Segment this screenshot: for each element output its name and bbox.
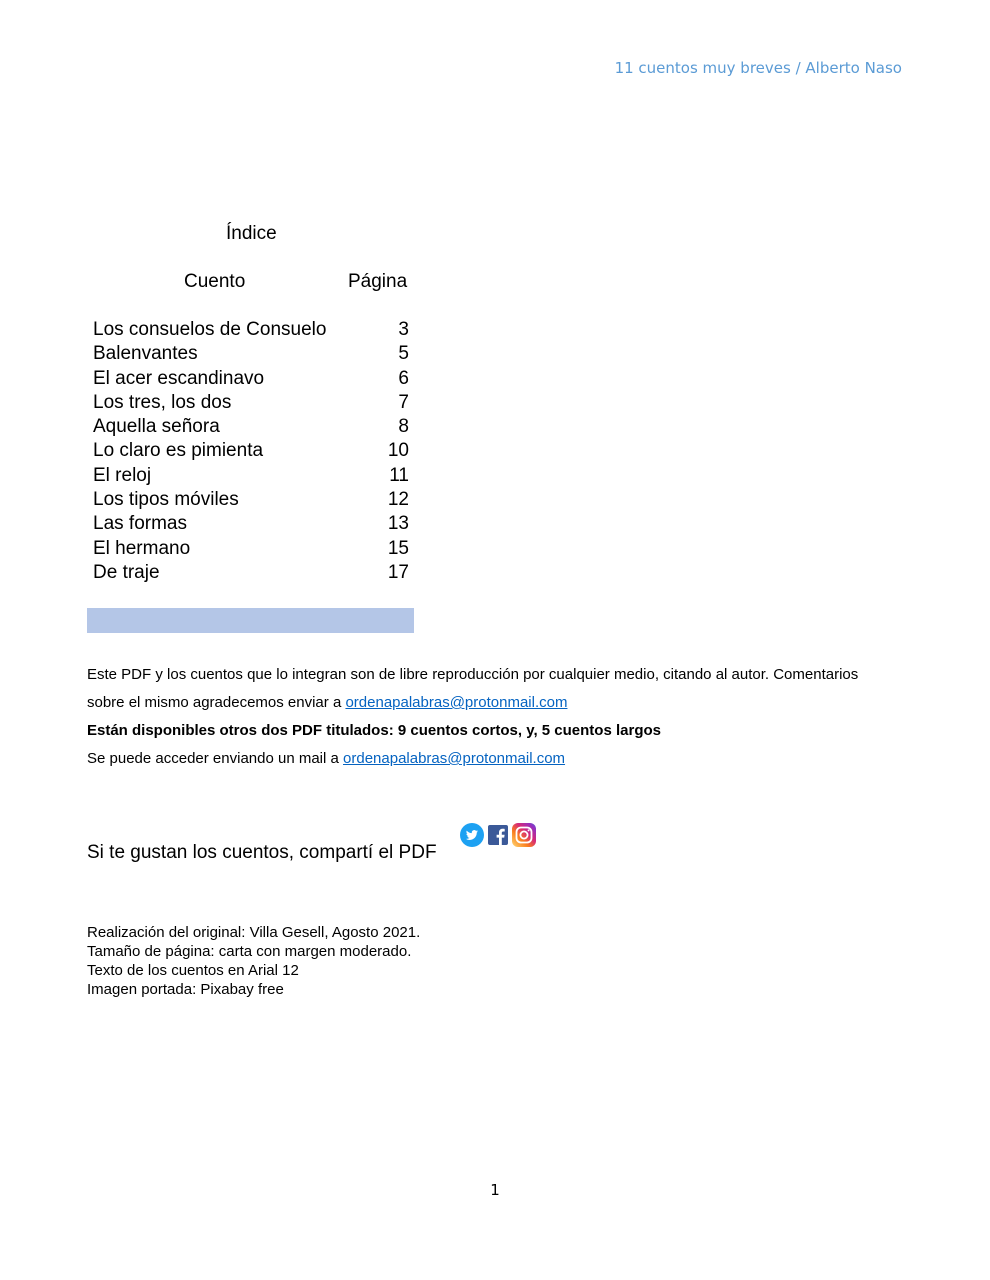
toc-entry (93, 512, 409, 536)
email-link-2[interactable]: ordenapalabras@protonmail.com (343, 750, 566, 767)
toc-entry (93, 439, 409, 463)
toc-entry (93, 318, 409, 342)
social-icons (460, 823, 536, 847)
toc-entry-page: 12 (387, 489, 409, 511)
table-of-contents (93, 318, 409, 585)
toc-entry-title: Aquella señora (93, 416, 220, 438)
info-paragraph-line-1: Este PDF y los cuentos que lo integran son de libre reproducción por cualquier medio, citando al autor. Comentarios (87, 666, 859, 683)
credits-line: Texto de los cuentos en Arial 12 (87, 962, 299, 979)
toc-entry-title: El acer escandinavo (93, 367, 265, 389)
toc-entry (93, 537, 409, 561)
toc-entry (93, 561, 409, 585)
credits-line: Imagen portada: Pixabay free (87, 981, 284, 998)
credits-block (87, 923, 420, 999)
toc-entry-title: Los consuelos de Consuelo (93, 319, 327, 340)
toc-entry-title: Los tipos móviles (93, 489, 239, 511)
document-header: 11 cuentos muy breves / Alberto Naso (614, 59, 902, 77)
info-paragraph-line-2 (87, 694, 567, 711)
toc-entry-title: Balenvantes (93, 343, 198, 365)
toc-entry-page: 10 (387, 440, 409, 462)
toc-entry-title: Los tres, los dos (93, 391, 232, 413)
index-title: Índice (226, 223, 277, 244)
info-paragraph-line-3: Están disponibles otros dos PDF titulados: 9 cuentos cortos, y, 5 cuentos largos (87, 722, 661, 739)
toc-entry-page: 17 (387, 561, 409, 583)
credits-line: Tamaño de página: carta con margen moderado. (87, 943, 412, 960)
column-header-page: Página (348, 271, 408, 292)
instagram-icon[interactable] (512, 823, 536, 847)
column-header-story: Cuento (184, 271, 246, 292)
info-paragraph-line-4 (87, 750, 565, 767)
twitter-icon[interactable] (460, 823, 484, 847)
toc-entry-title: De traje (93, 561, 160, 583)
toc-entry-page: 3 (398, 319, 409, 340)
toc-entry-page: 13 (387, 513, 409, 535)
page-number: 1 (490, 1181, 500, 1199)
toc-entry-title: El hermano (93, 537, 191, 559)
toc-entry (93, 464, 409, 488)
email-link[interactable]: ordenapalabras@protonmail.com (345, 694, 568, 711)
facebook-icon[interactable] (488, 825, 508, 845)
toc-entry (93, 391, 409, 415)
toc-entry-page: 15 (387, 537, 409, 559)
credits-line: Realización del original: Villa Gesell, Agosto 2021. (87, 924, 421, 941)
toc-entry-page: 7 (398, 391, 409, 413)
toc-entry (93, 415, 409, 439)
toc-entry-page: 11 (389, 464, 409, 486)
toc-entry-page: 6 (398, 367, 409, 389)
share-text: Si te gustan los cuentos, compartí el PDF (87, 842, 437, 863)
toc-entry-title: Lo claro es pimienta (93, 440, 264, 462)
toc-entry-title: El reloj (93, 464, 152, 486)
toc-entry (93, 342, 409, 366)
toc-entry (93, 488, 409, 512)
info-line-2-text: sobre el mismo agradecemos enviar a (87, 694, 346, 711)
highlight-bar (87, 608, 414, 633)
info-line-4-text: Se puede acceder enviando un mail a (87, 750, 344, 767)
toc-entry-title: Las formas (93, 513, 187, 535)
toc-entry (93, 367, 409, 391)
toc-entry-page: 8 (398, 416, 409, 438)
toc-entry-page: 5 (398, 343, 409, 365)
